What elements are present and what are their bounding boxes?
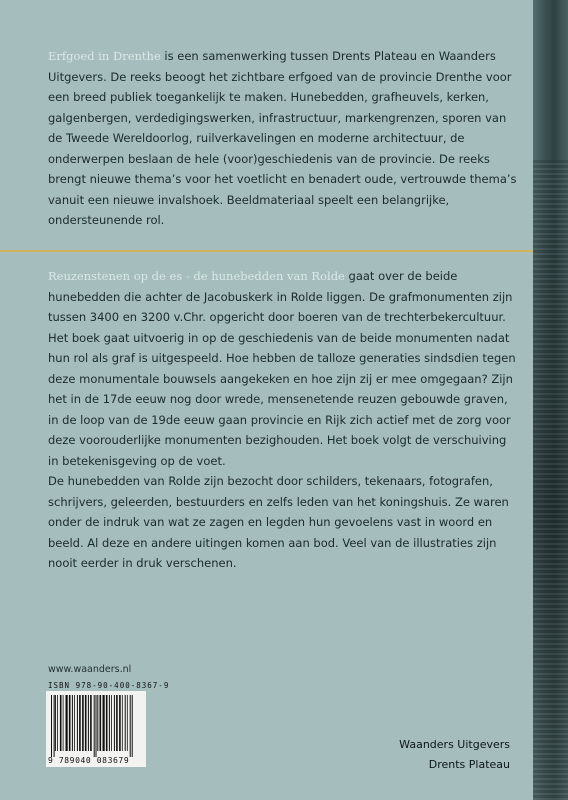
series-title: Erfgoed in Drenthe [48,49,161,63]
book-title: Reuzenstenen op de es - de hunebedden van Rolde [48,269,345,283]
book-description-text: gaat over de beide hunebedden die achter de Jacobuskerk in Rolde liggen. De grafmonumenten zijn tussen 3400 en 3200 v.Chr. opgericht door boeren van de trechterbekercultuur. Het boek gaat uitvoerig in op de geschiedenis van de beide monumenten nadat hun rol als graf is uitgespeeld. Hoe hebben de talloze generaties sindsdien tegen deze monumentale bouwsels aangekeken en hoe zijn zij er mee omgegaan? Zijn het in de 17de eeuw nog door wrede, mensenetende reuzen gebouwde graven, in de loop van de 19de eeuw gaan provincie en Rijk zich actief met de zorg voor deze voorouderlijke monumenten bezighouden. Het boek volgt de verschuiving in betekenisgeving op de voet. [48,269,516,468]
divider-line [0,250,533,252]
series-description-text: is een samenwerking tussen Drents Plateau en Waanders Uitgevers. De reeks beoogt het zichtbare erfgoed van de provincie Drenthe voor een breed publiek toegankelijk te maken. Hunebedden, grafheuvels, kerken, galgenbergen, verdedigingswerken, infrastructuur, markengrenzen, sporen van de Tweede Wereldoorlog, ruilverkavelingen en moderne architectuur, de onderwerpen beslaan de hele (voor)geschiedenis van de provincie. De reeks brengt nieuwe thema’s voor het voetlicht en benadert oude, vertrouwde thema’s vanuit een nieuwe invalshoek. Beeldmateriaal speelt een belangrijke, ondersteunende rol. [48,49,517,227]
isbn-label: ISBN 978-90-400-8367-9 [48,681,170,690]
website-url: www.waanders.nl [48,664,132,675]
publisher-drents-plateau: Drents Plateau [428,758,510,771]
spine-photo-strip [533,160,568,800]
book-description-paragraph-2: De hunebedden van Rolde zijn bezocht door schilders, tekenaars, fotografen, schrijvers, geleerden, bestuurders en zelfs leden van het koningshuis. Ze waren onder de indruk van wat ze zagen en legden hun gevoelens vast in woord en beeld. Al deze en andere uitingen komen aan bod. Veel van de illustraties zijn nooit eerder in druk verschenen. [48,474,509,570]
barcode-digits: 9 789040 083679 [48,756,130,765]
book-description [48,266,518,574]
series-description [48,46,518,231]
publisher-waanders: Waanders Uitgevers [399,738,510,751]
